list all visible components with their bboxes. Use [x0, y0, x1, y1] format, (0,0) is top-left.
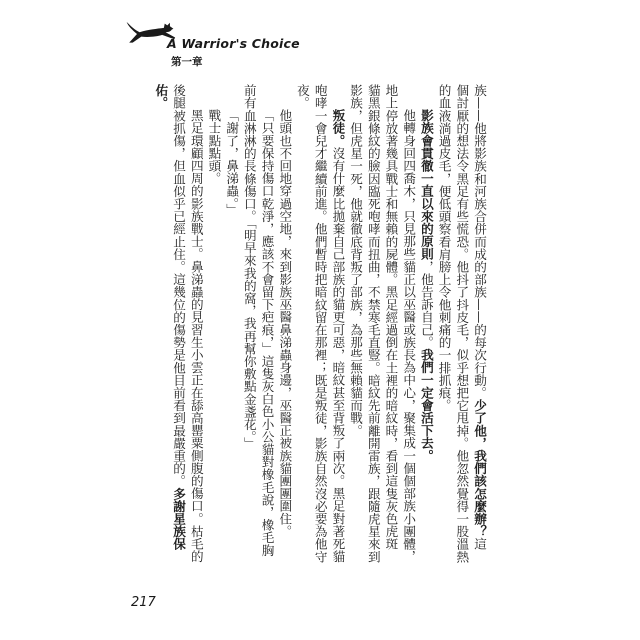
paragraph — [417, 84, 435, 564]
text-run: 地上停放著幾具戰士和無賴的屍體。黑足經過倒在土裡的暗紋時，看到這隻灰色虎斑 — [383, 84, 399, 551]
text-run: 「只要保持傷口乾淨，應該不會留下疤痕，」這隻灰白色小公貓對橡毛說，橡毛胸 — [259, 109, 275, 557]
text-run: 咆哮一會兒才繼續前進。他們暫時把暗紋留在那裡；既是叛徒，影族自然沒必要為他守 — [312, 84, 328, 563]
text-run: ，他告訴自己。 — [418, 260, 434, 349]
text-line — [222, 84, 240, 564]
text-run: 這 — [472, 537, 487, 551]
paragraph — [276, 84, 294, 564]
bold-text-run: 叛徒。 — [330, 109, 346, 147]
paragraph — [205, 84, 223, 564]
text-line — [276, 84, 294, 564]
page-number: 217 — [131, 595, 156, 610]
text-run: 後腿被抓傷，但血似乎已經止住。這幾位的傷勢是他目前看到最嚴重的。 — [171, 84, 187, 488]
text-line — [329, 84, 347, 564]
paragraph — [222, 84, 240, 564]
text-run: 貓黑銀條紋的臉因臨死咆哮而扭曲，不禁寒毛直豎。暗紋先前離開雷族，跟隨虎星來到 — [365, 84, 381, 563]
text-run: 戰士點點頭。 — [206, 109, 222, 185]
bold-text-run: 佑。 — [153, 84, 169, 110]
text-line — [399, 84, 417, 564]
running-head-title: A Warrior's Choice — [167, 36, 300, 51]
text-line — [293, 84, 311, 564]
text-line — [435, 84, 453, 564]
text-run: 「謝了，鼻涕蟲。」 — [224, 109, 240, 217]
paragraph — [346, 84, 417, 564]
text-line — [205, 84, 223, 564]
text-line — [417, 84, 435, 564]
text-line — [364, 84, 382, 564]
text-run: 黑足環顧四周的影族戰士。鼻涕蟲的見習生小雲正在舔高罌粟側腹的傷口。枯毛的 — [188, 109, 204, 563]
text-line — [258, 84, 276, 564]
bold-text-run: 多謝星族保 — [171, 487, 187, 551]
text-line — [346, 84, 364, 564]
text-line — [169, 84, 187, 564]
text-line — [382, 84, 400, 564]
text-run: 他轉身回四喬木，只見那些貓正以巫醫或族長為中心，聚集成一個個部族小團體， — [401, 109, 417, 563]
text-run: 族——他將影族和河族合併而成的部族——的每次行動。 — [472, 84, 487, 399]
text-run: 個討厭的想法令黑足有些慌恐。他抖了抖皮毛，似乎想把它甩掉。他忽然覺得一股溫熱 — [454, 84, 470, 563]
paragraph — [152, 84, 205, 564]
text-line — [470, 84, 488, 564]
running-head-chapter: 第一章 — [171, 56, 203, 68]
text-line — [240, 84, 258, 564]
paragraph — [435, 84, 488, 564]
text-run: 他頭也不回地穿過空地，來到影族巫醫鼻涕蟲身邊，巫醫正被族貓團團圍住。 — [277, 109, 293, 538]
text-run: 影族，但虎星一死，他就徹底背叛了部族，為那些無賴貓而戰。 — [348, 84, 364, 437]
bold-text-run: 少了他，我們該怎麼辦？ — [472, 398, 487, 538]
bold-text-run: 影族會貫徹一直以來的原則 — [418, 109, 434, 261]
text-run: 前有血淋淋的長條傷口。「明早來我的窩，我再幫你敷點金盞花。」 — [241, 84, 257, 450]
paragraph — [293, 84, 346, 564]
text-run: 夜。 — [294, 84, 310, 110]
text-line — [152, 84, 170, 564]
text-line — [453, 84, 471, 564]
text-line — [187, 84, 205, 564]
paragraph — [240, 84, 275, 564]
text-run: 沒有什麼比拋棄自己部族的貓更可惡，暗紋甚至背叛了兩次。黑足對著死貓 — [330, 147, 346, 563]
text-line — [311, 84, 329, 564]
bold-text-run: 我們一定會活下去。 — [418, 348, 434, 462]
text-run: 的血液淌過皮毛，便低頭察看肩膀上令他刺痛的一排抓痕。 — [436, 84, 452, 412]
body-text — [151, 84, 488, 564]
